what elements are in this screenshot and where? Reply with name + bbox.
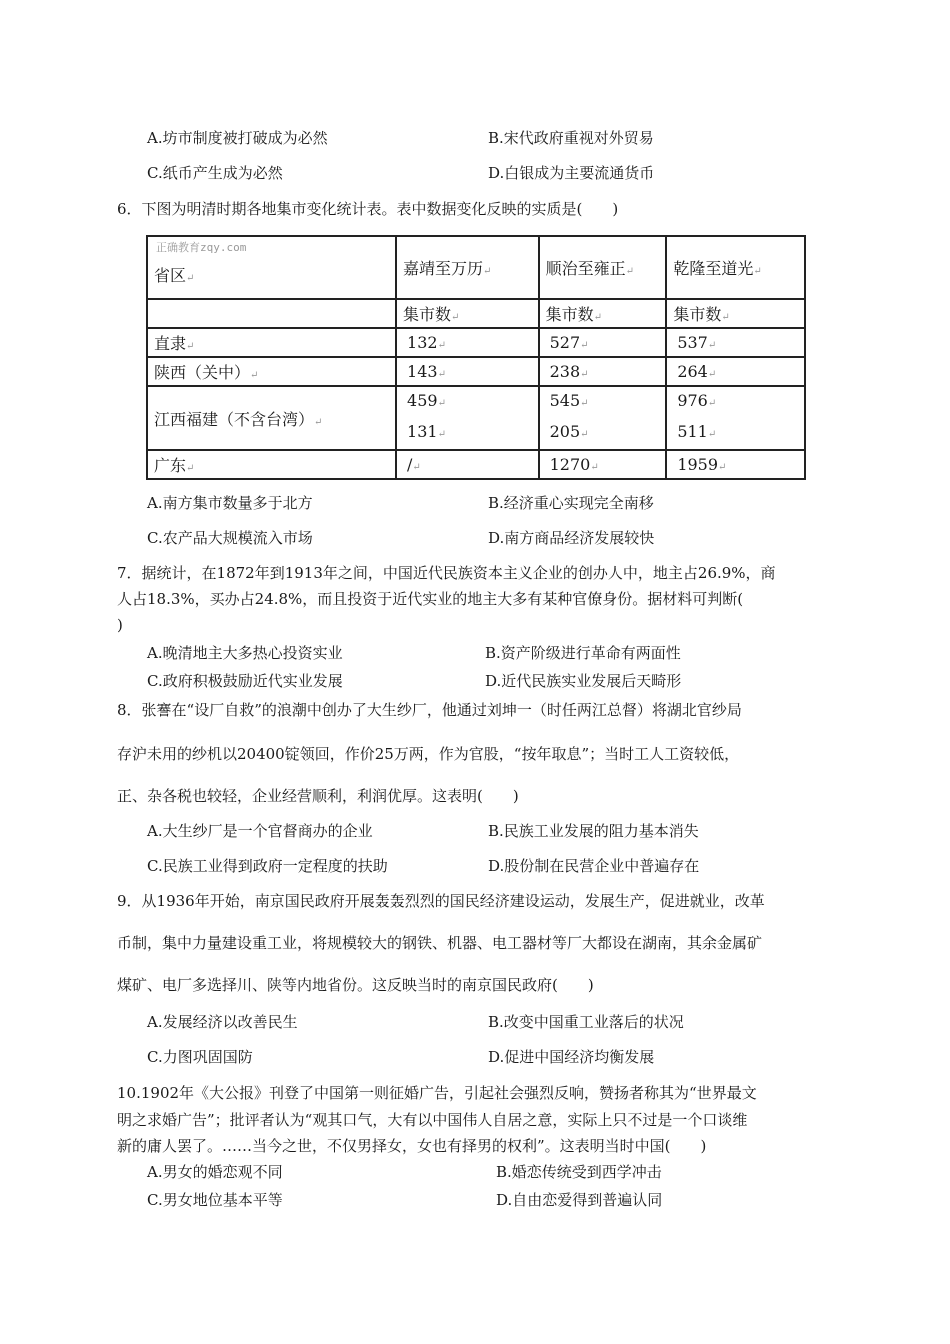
q9-option-a: A.发展经济以改善民生 [147, 1013, 298, 1031]
q7-option-b: B.资产阶级进行革命有两面性 [485, 644, 681, 662]
q7-option-a: A.晚清地主大多热心投资实业 [147, 644, 343, 662]
value-cell: 1959↵ [666, 450, 805, 479]
market-statistics-table [146, 235, 806, 480]
header-period-1: 嘉靖至万历↵ [396, 236, 539, 299]
q5-option-c: C.纸币产生成为必然 [147, 164, 283, 182]
q6-stem: 6．下图为明清时期各地集市变化统计表。表中数据变化反映的实质是( ) [117, 200, 619, 218]
table-row [147, 386, 805, 450]
q6-option-c: C.农产品大规模流入市场 [147, 529, 313, 547]
region-cell: 江西福建（不含台湾）↵ [147, 386, 396, 450]
region-cell: 陕西（关中）↵ [147, 357, 396, 386]
q9-option-b: B.改变中国重工业落后的状况 [488, 1013, 684, 1031]
header-region-blank [147, 299, 396, 328]
q9-stem-line-3: 煤矿、电厂多选择川、陕等内地省份。这反映当时的南京国民政府( ) [117, 976, 594, 994]
q7-stem-line-3: ) [117, 616, 123, 634]
value-cell: 527↵ [539, 328, 667, 357]
q9-stem-line-1: 9．从1936年开始，南京国民政府开展轰轰烈烈的国民经济建设运动，发展生产，促进就业，改革 [117, 892, 765, 910]
table-row [147, 328, 805, 357]
q8-option-d: D.股份制在民营企业中普遍存在 [488, 857, 700, 875]
q9-stem-line-2: 币制，集中力量建设重工业，将规模较大的钢铁、机器、电工器材等厂大都设在湖南，其余金属矿 [117, 934, 763, 952]
subheader-2: 集市数↵ [539, 299, 667, 328]
q9-option-c: C.力图巩固国防 [147, 1048, 253, 1066]
q9-option-d: D.促进中国经济均衡发展 [488, 1048, 655, 1066]
value-cell: 238↵ [539, 357, 667, 386]
value-cell: /↵ [396, 450, 539, 479]
q8-option-c: C.民族工业得到政府一定程度的扶助 [147, 857, 388, 875]
q10-stem-line-2: 明之求婚广告”；批评者认为“观其口气，大有以中国伟人自居之意，实际上只不过是一个口谈维 [117, 1111, 748, 1129]
q7-option-d: D.近代民族实业发展后天畸形 [485, 672, 682, 690]
q5-option-d: D.白银成为主要流通货币 [488, 164, 655, 182]
q8-stem-line-1: 8．张謇在“设厂自救”的浪潮中创办了大生纱厂，他通过刘坤一（时任两江总督）将湖北官纱局 [117, 701, 742, 719]
q10-option-d: D.自由恋爱得到普遍认同 [496, 1191, 663, 1209]
header-period-3: 乾隆至道光↵ [666, 236, 805, 299]
q5-option-a: A.坊市制度被打破成为必然 [147, 129, 328, 147]
q8-option-b: B.民族工业发展的阻力基本消失 [488, 822, 699, 840]
value-cell: 537↵ [666, 328, 805, 357]
q10-stem-line-3: 新的庸人罢了。……当今之世，不仅男择女，女也有择男的权利”。这表明当时中国( ) [117, 1137, 707, 1155]
subheader-3: 集市数↵ [666, 299, 805, 328]
region-cell: 广东↵ [147, 450, 396, 479]
value-cell: 545↵ 205↵ [539, 386, 667, 450]
q6-option-d: D.南方商品经济发展较快 [488, 529, 655, 547]
subheader-1: 集市数↵ [396, 299, 539, 328]
table-row [147, 357, 805, 386]
region-cell: 直隶↵ [147, 328, 396, 357]
value-cell: 132↵ [396, 328, 539, 357]
q10-option-a: A.男女的婚恋观不同 [147, 1163, 283, 1181]
value-cell: 976↵ 511↵ [666, 386, 805, 450]
value-cell: 143↵ [396, 357, 539, 386]
watermark: 正确教育zqy.com [156, 241, 247, 254]
value-cell: 1270↵ [539, 450, 667, 479]
q8-stem-line-2: 存沪未用的纱机以20400锭领回，作价25万两，作为官股，“按年取息”；当时工人工资较低， [117, 745, 740, 763]
q6-option-a: A.南方集市数量多于北方 [147, 494, 313, 512]
table-row [147, 450, 805, 479]
header-period-2: 顺治至雍正↵ [539, 236, 667, 299]
q8-stem-line-3: 正、杂各税也较轻，企业经营顺利，利润优厚。这表明( ) [117, 787, 519, 805]
q7-option-c: C.政府积极鼓励近代实业发展 [147, 672, 343, 690]
q8-option-a: A.大生纱厂是一个官督商办的企业 [147, 822, 373, 840]
q7-stem-line-1: 7．据统计，在1872年到1913年之间，中国近代民族资本主义企业的创办人中，地主占26.9%，商 [117, 564, 776, 582]
q7-stem-line-2: 人占18.3%，买办占24.8%，而且投资于近代实业的地主大多有某种官僚身份。据材料可判断( [117, 590, 744, 608]
q10-stem-line-1: 10.1902年《大公报》刊登了中国第一则征婚广告，引起社会强烈反响，赞扬者称其为“世界最文 [117, 1084, 757, 1102]
q10-option-b: B.婚恋传统受到西学冲击 [496, 1163, 662, 1181]
value-cell: 459↵ 131↵ [396, 386, 539, 450]
q10-option-c: C.男女地位基本平等 [147, 1191, 283, 1209]
q5-option-b: B.宋代政府重视对外贸易 [488, 129, 654, 147]
header-region: 省区↵ [147, 236, 396, 299]
value-cell: 264↵ [666, 357, 805, 386]
q6-option-b: B.经济重心实现完全南移 [488, 494, 654, 512]
